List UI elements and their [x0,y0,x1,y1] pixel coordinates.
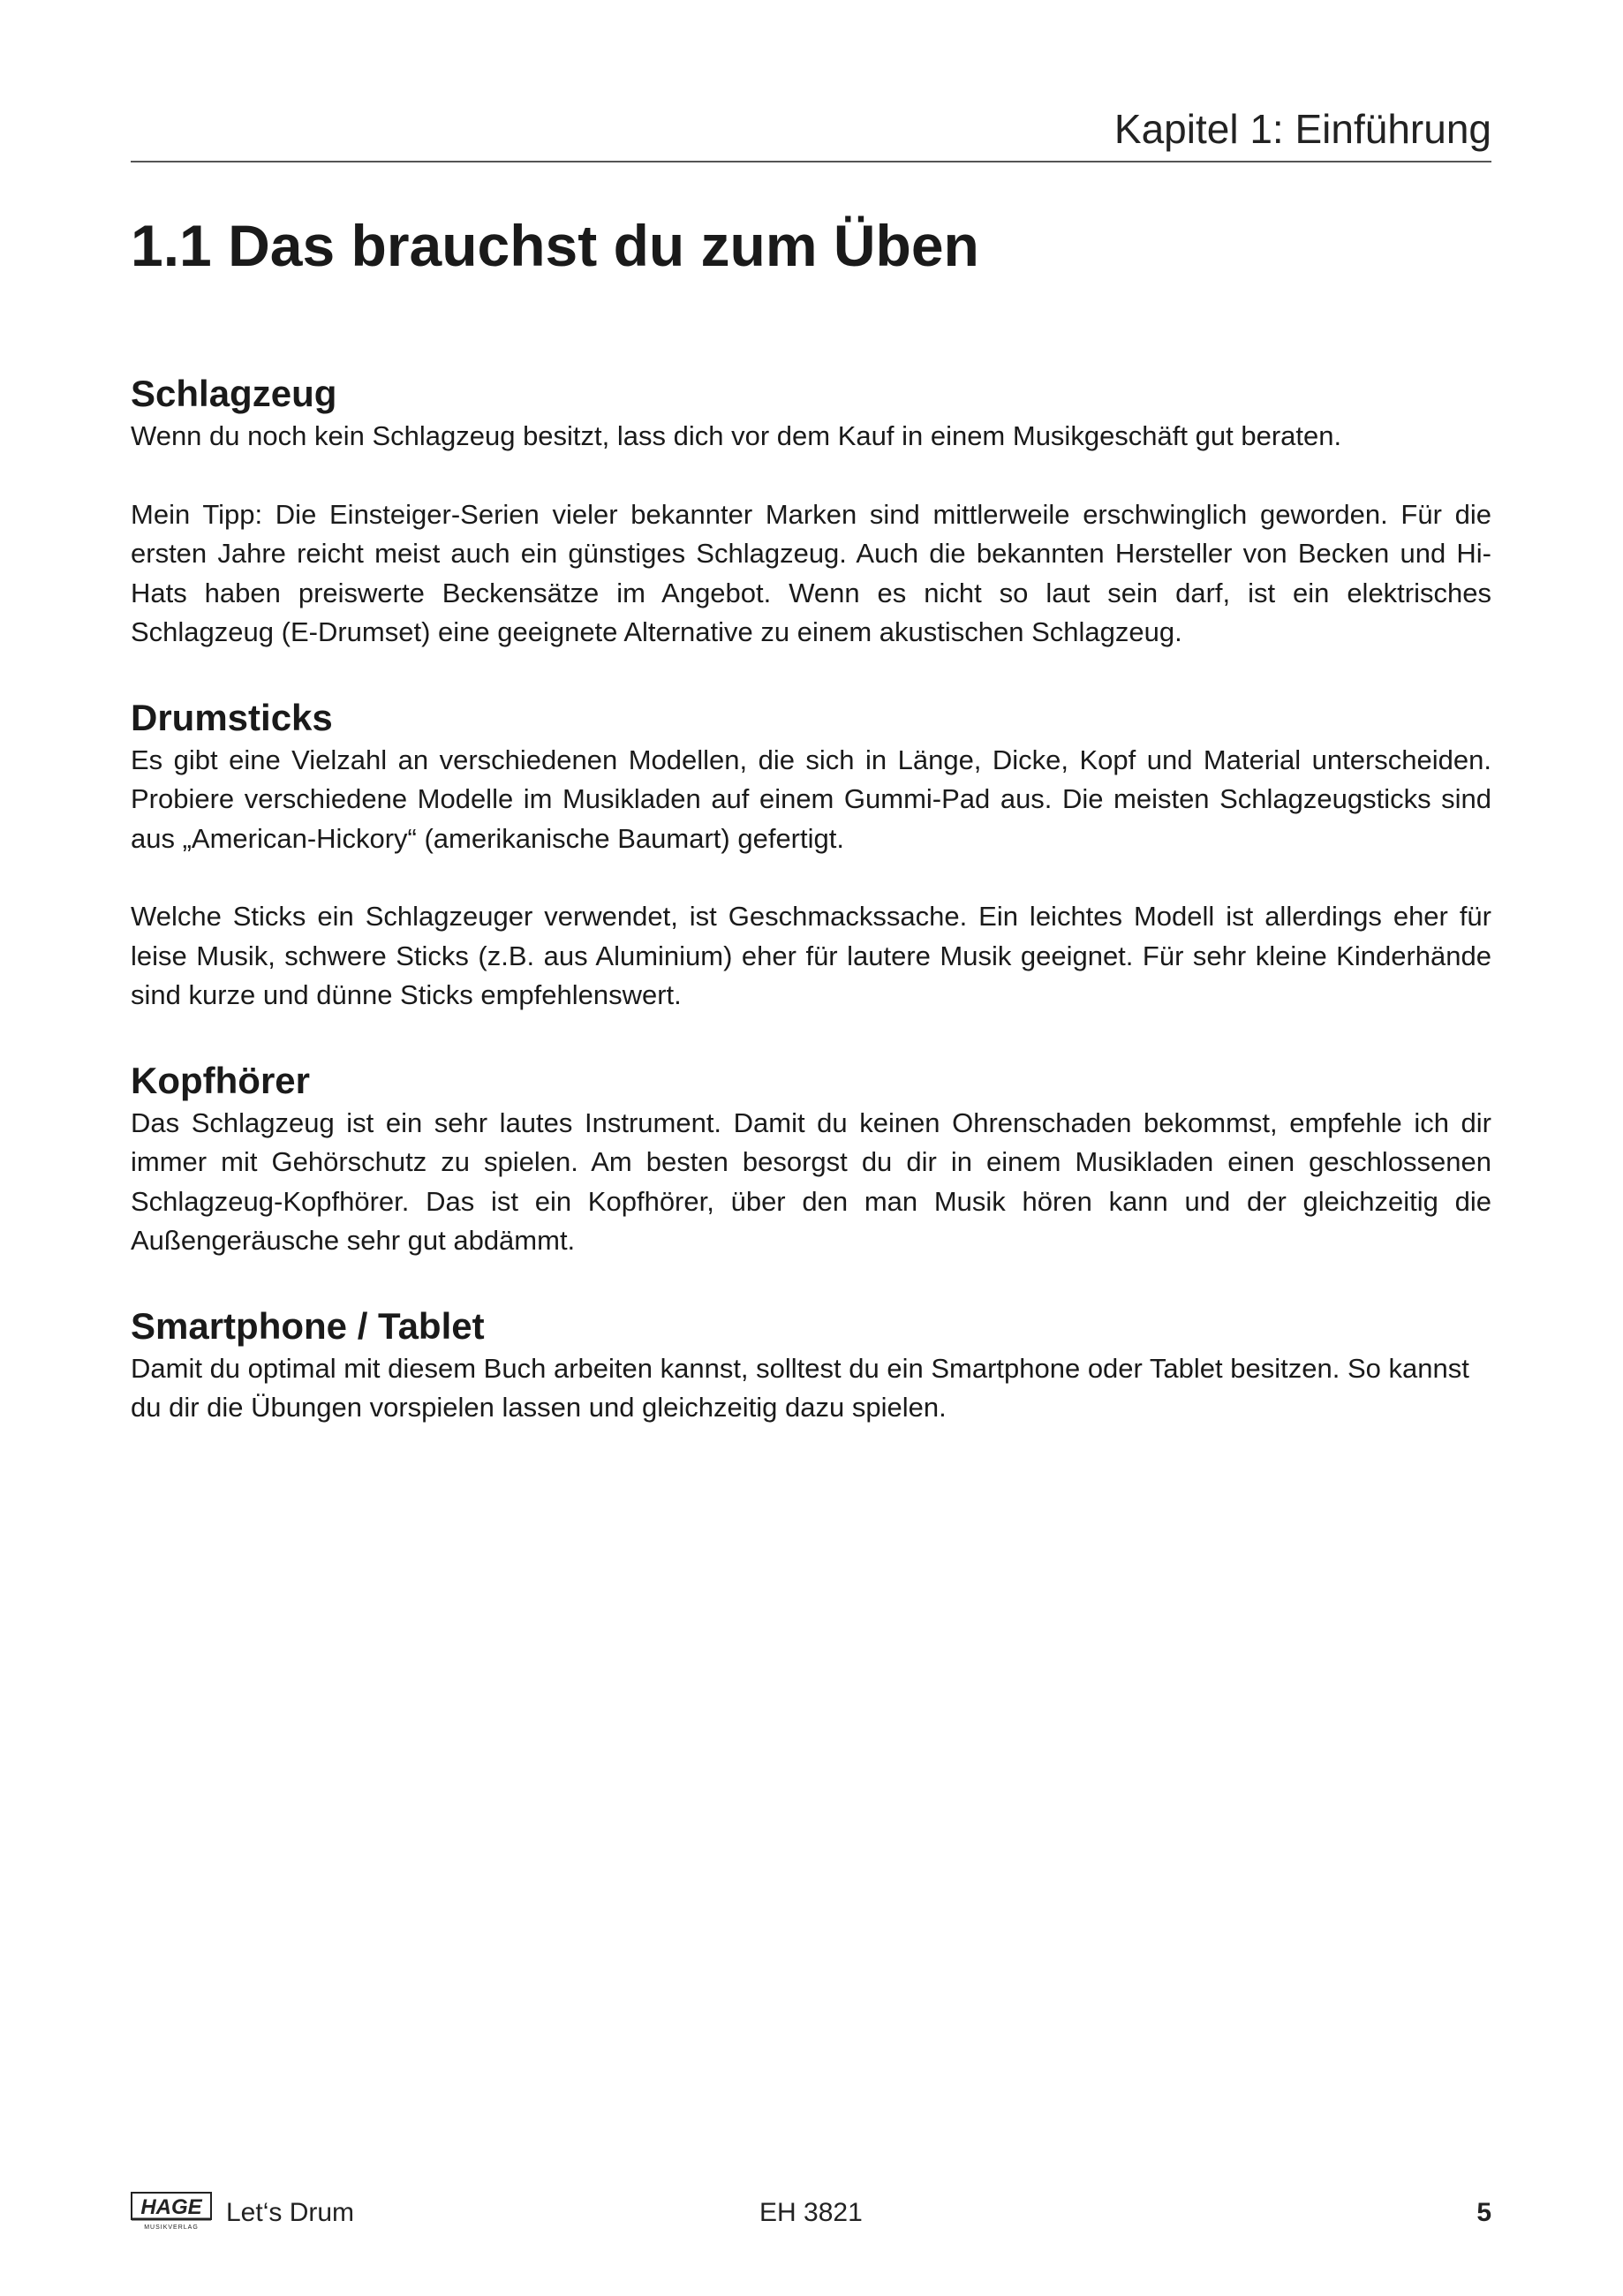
paragraph: Das Schlagzeug ist ein sehr lautes Instrument. Damit du keinen Ohrenschaden bekommst, empfehle ich dir immer mit Gehörschutz zu spielen. Am besten besorgst du dir in einem Musikladen einen geschlossenen Schlagzeug-Kopfhörer. Das ist ein Kopfhörer, über den man Musik hören kann und der gleichzeitig die Außengeräusche sehr gut abdämmt. [131,1106,1491,1256]
publisher-logo [131,2192,212,2231]
paragraph: Welche Sticks ein Schlagzeuger verwendet, ist Geschmackssache. Ein leichtes Modell ist allerdings eher für leise Musik, schwere Sticks (z.B. aus Aluminium) eher für lautere Musik geeignet. Für sehr kleine Kinderhände sind kurze und dünne Sticks empfehlenswert. [131,901,1491,1010]
header-rule [131,161,1491,162]
section-heading: Kopfhörer [131,1059,310,1101]
page-footer [131,2188,1491,2241]
paragraph: Damit du optimal mit diesem Buch arbeiten kannst, solltest du ein Smartphone oder Tablet besitzen. So kannst du dir die Übungen vorspielen lassen und gleichzeitig dazu spielen. [131,1352,1469,1423]
section-drumsticks [131,695,1491,1016]
paragraph: Wenn du noch kein Schlagzeug besitzt, lass dich vor dem Kauf in einem Musikgeschäft gut beraten. [131,420,1342,451]
section-heading: Drumsticks [131,696,333,738]
paragraph: Es gibt eine Vielzahl an verschiedenen Modellen, die sich in Länge, Dicke, Kopf und Material unterscheiden. Probiere verschiedene Modelle im Musikladen auf einem Gummi-Pad aus. Die meisten Schlagzeugsticks sind aus „American-Hickory“ (amerikanische Baumart) gefertigt. [131,744,1491,854]
paragraph: Mein Tipp: Die Einsteiger-Serien vieler bekannter Marken sind mittlerweile erschwinglich geworden. Für die ersten Jahre reicht meist auch ein günstiges Schlagzeug. Auch die bekannten Hersteller von Becken und Hi-Hats haben preiswerte Beckensätze im Angebot. Wenn es nicht so laut sein darf, ist ein elektrisches Schlagzeug (E-Drumset) eine geeignete Alternative zu einem akustischen Schlagzeug. [131,498,1491,647]
section-heading: Schlagzeug [131,373,337,414]
catalog-code: EH 3821 [759,2198,863,2227]
section-kopfhoerer [131,1058,1491,1261]
page-title: 1.1 Das brauchst du zum Üben [131,213,979,278]
logo-text: HAGE [140,2195,202,2219]
document-page [131,0,1491,2296]
chapter-header: Kapitel 1: Einführung [1113,106,1491,152]
page-number: 5 [1476,2198,1491,2227]
logo-subtext: MUSIKVERLAG [144,2224,199,2231]
book-title: Let‘s Drum [226,2198,355,2227]
page-content [131,371,1491,1428]
section-schlagzeug [131,371,1491,653]
section-heading: Smartphone / Tablet [131,1304,485,1347]
section-smartphone-tablet [131,1303,1491,1428]
